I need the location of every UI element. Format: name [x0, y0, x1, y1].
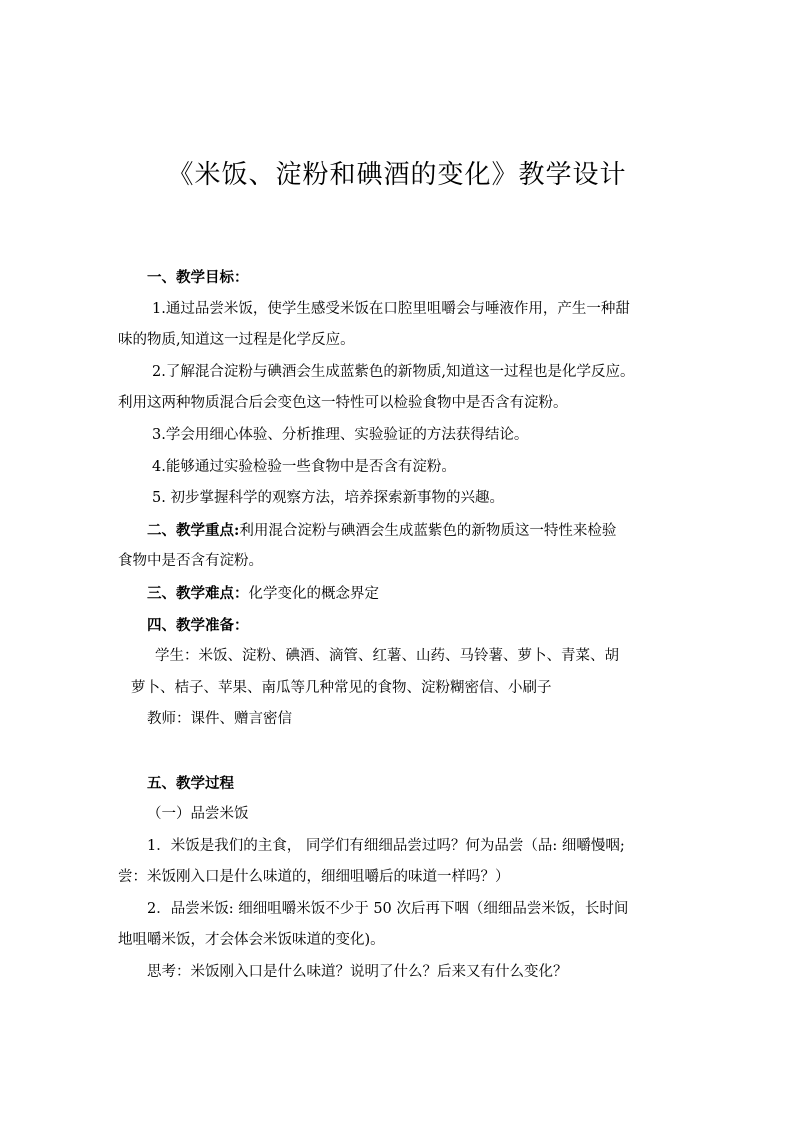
preparation-teacher: 教师：课件、赠言密信: [147, 711, 292, 728]
objective-1-line-2: 味的物质,知道这一过程是化学反应。: [118, 332, 355, 349]
preparation-students-line-2: 萝卜、桔子、苹果、南瓜等几种常见的食物、淀粉糊密信、小刷子: [131, 679, 552, 696]
document-title: 《米饭、淀粉和碘酒的变化》教学设计: [167, 160, 627, 190]
process-p1-line-2: 尝：米饭刚入口是什么味道的，细细咀嚼后的味道一样吗？）: [118, 869, 510, 886]
key-point-line-1: [118, 515, 678, 547]
objective-5: 5. 初步掌握科学的观察方法，培养探索新事物的兴趣。: [152, 490, 504, 507]
objective-3: 3.学会用细心体验、分析推理、实验验证的方法获得结论。: [152, 426, 529, 443]
process-p2-line-1: 2．品尝米饭: 细细咀嚼米饭不少于 50 次后再下咽（细细品尝米饭，长时间: [147, 900, 629, 917]
process-p1-line-1: 1．米饭是我们的主食， 同学们有细细品尝过吗？何为品尝（品: 细嚼慢咽;: [147, 837, 625, 854]
blank-line: [118, 736, 678, 768]
process-think: 思考：米饭刚入口是什么味道？说明了什么？后来又有什么变化？: [147, 964, 568, 981]
difficulty-text: 化学变化的概念界定: [248, 585, 379, 602]
objective-4: 4.能够通过实验检验一些食物中是否含有淀粉。: [152, 458, 456, 475]
document-body: [118, 262, 678, 989]
difficulty-line: [118, 578, 678, 610]
objective-2-line-2: 利用这两种物质混合后会变色这一特性可以检验食物中是否含有淀粉。: [118, 395, 568, 412]
key-point-text: 利用混合淀粉与碘酒会生成蓝紫色的新物质这一特性来检验: [239, 522, 617, 539]
section-heading-preparation: 四、教学准备：: [147, 616, 249, 634]
section-heading-key-point: 二、教学重点:: [147, 521, 240, 539]
objective-1-line-1: 1.通过品尝米饭，使学生感受米饭在口腔里咀嚼会与唾液作用，产生一种甜: [152, 300, 630, 317]
section-heading-difficulty: 三、教学难点：: [147, 584, 249, 602]
process-p2-line-2: 地咀嚼米饭，才会体会米饭味道的变化)。: [118, 932, 385, 949]
key-point-line-2: 食物中是否含有淀粉。: [118, 553, 263, 570]
objective-2-line-1: 2.了解混合淀粉与碘酒会生成蓝紫色的新物质,知道这一过程也是化学反应。: [152, 363, 635, 380]
section-heading-objectives: 一、教学目标：: [147, 269, 249, 286]
section-heading-process: 五、教学过程: [147, 774, 234, 792]
preparation-students-line-1: 学生：米饭、淀粉、碘酒、滴管、红薯、山药、马铃薯、萝卜、青菜、胡: [155, 648, 619, 665]
process-subheading-1: （一）品尝米饭: [147, 806, 249, 823]
